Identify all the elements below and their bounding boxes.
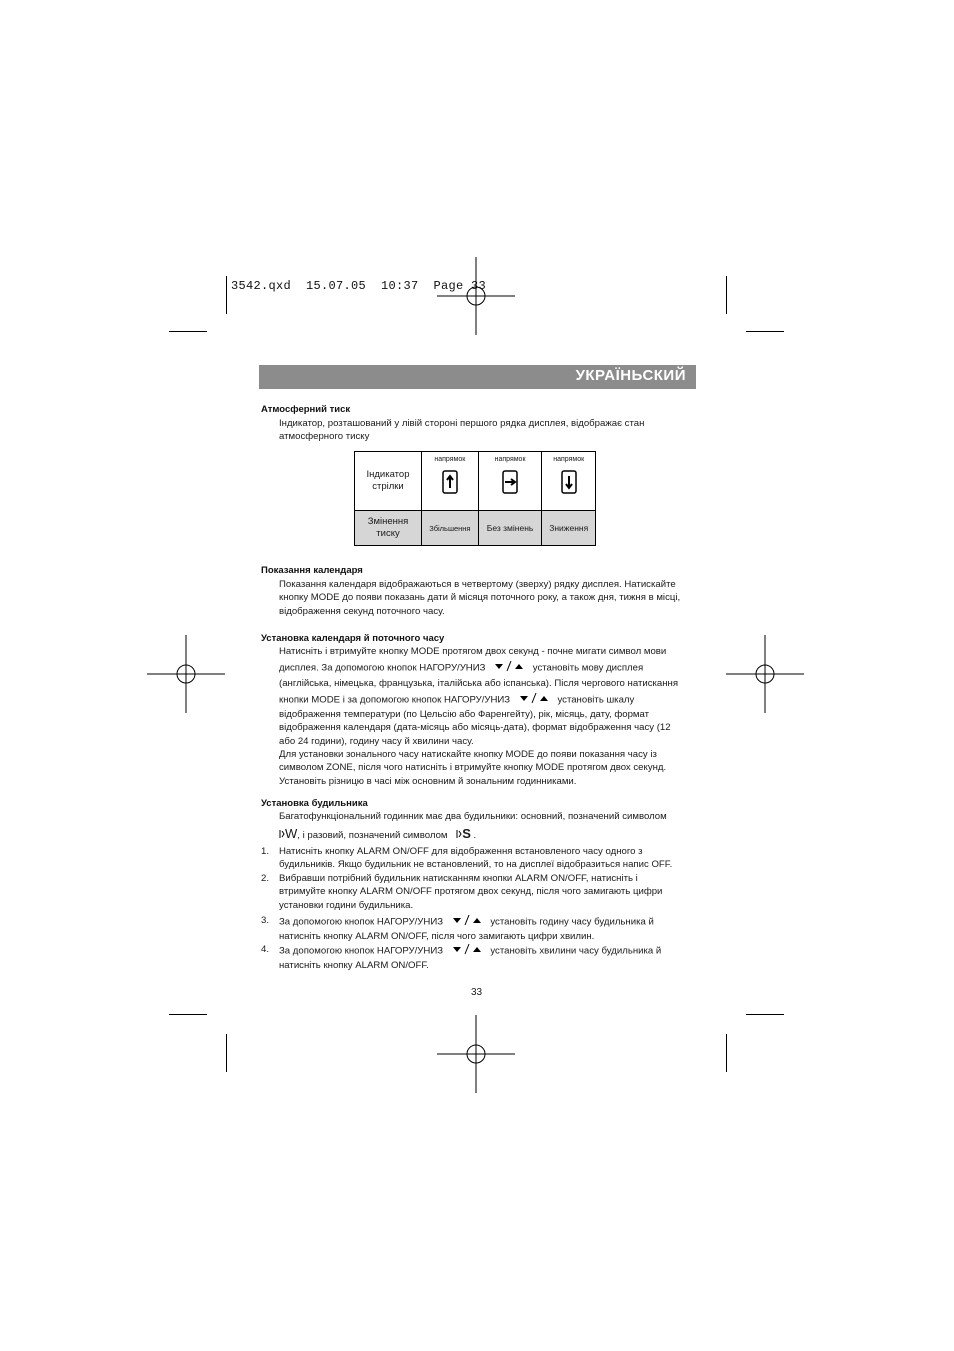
text-line [279,660,699,676]
text-fragment: дисплея. За допомогою кнопок НАГОРУ/УНИЗ [279,662,486,674]
section-title-pressure: Атмосферний тиск [261,404,351,415]
weekday-alarm-symbol: W [285,826,298,842]
crop-mark [726,1034,727,1072]
text-line: втримуйте кнопку ALARM ON/OFF протягом двох секунд, після чого замигають цифри [279,886,663,898]
arrow-up-icon [441,469,459,495]
crop-mark [746,1014,784,1015]
text-line [279,827,699,844]
pressure-description [279,417,699,444]
text-line: або 24 години), годину часу й хвилини часу. [279,735,474,747]
down-up-arrows-icon [452,943,482,959]
state-steady: Без змінень [478,511,542,546]
calendar-description [279,578,699,618]
text-fragment: За допомогою кнопок НАГОРУ/УНИЗ [279,916,444,928]
list-item [279,914,699,944]
row-label-indicator [355,452,422,511]
text-line: Індикатор, розташований у лівій стороні першого рядка дисплея, відображає стан [279,418,645,429]
list-item [279,943,699,973]
list-number: 3. [261,915,270,926]
crop-mark [226,1034,227,1072]
text-line [279,692,699,708]
text-line: натисніть кнопку ALARM ON/OFF, після чого замигають цифри хвилин. [279,931,595,943]
list-number: 1. [261,846,270,857]
down-up-arrows-icon [494,660,524,676]
state-increase: Збільшення [422,511,479,546]
direction-label: напрямок [434,456,466,463]
registration-mark-icon [147,635,225,713]
text-line: установки години будильника. [279,899,414,911]
down-up-arrows-icon [519,692,549,708]
direction-label: напрямок [494,456,526,463]
registration-mark-icon [437,257,515,335]
pressure-indicator-table [354,451,596,546]
text-line: будильників. Якщо будильник не встановлений, то на дисплеї відобразиться напис OFF. [279,859,673,871]
section-title-calendar: Показання календаря [261,565,363,576]
text-line: кнопку MODE до появи показань дати й місяця поточного року, а також дня, тижня в місці, [279,592,681,604]
arrow-down-icon [560,469,578,495]
direction-label: напрямок [553,456,585,463]
text-line [279,943,699,959]
cell-direction-steady [478,452,542,511]
text-fragment: . [473,830,477,842]
crop-mark [746,331,784,332]
print-header: 3542.qxd 15.07.05 10:37 Page 33 [231,279,487,293]
cell-direction-down [542,452,596,511]
text-fragment: установіть хвилини часу будильника й [490,945,662,957]
text-line: символом ZONE, після чого натисніть і втримуйте кнопку MODE протягом двох секунд. [279,762,667,774]
list-item [279,845,699,872]
text-line: Вибравши потрібний будильник натисканням кнопки ALARM ON/OFF, натисніть і [279,873,638,884]
list-number: 4. [261,944,270,955]
text-line: Показання календаря відображаються в четвертому (зверху) рядку дисплея. Натискайте [279,579,676,590]
text-line: натисніть кнопку ALARM ON/OFF. [279,960,429,972]
registration-mark-icon [726,635,804,713]
text-line: атмосферного тиску [279,431,370,443]
text-line: Для установки зонального часу натискайте кнопку MODE до появи показання часу із [279,749,657,761]
label-line: тиску [376,528,400,539]
text-fragment: установіть мову дисплея [532,662,644,674]
crop-mark [726,276,727,314]
section-title-alarm: Установка будильника [261,798,368,809]
state-decrease: Зниження [542,511,596,546]
label-line: стрілки [372,481,404,492]
text-line: відображення температури (по Цельсію або Фаренгейту), рік, місяць, дату, формат [279,709,650,721]
alarm-intro [279,810,699,844]
text-line [279,914,699,930]
text-line: Установіть різницю в часі між основним й зональним годинниками. [279,775,577,787]
arrow-right-icon [501,469,519,495]
text-line: (англійська, німецька, французька, італійська або іспанська). Після чергового натискання [279,677,679,689]
registration-mark-icon [437,1015,515,1093]
crop-mark [169,1014,207,1015]
row-label-change [355,511,422,546]
page-number: 33 [471,987,483,998]
list-item [279,872,699,912]
text-fragment: , і разовий, позначений символом [297,830,448,842]
label-line: Змінення [367,516,409,527]
text-line: Багатофункціональний годинник має два будильники: основний, позначений символом [279,811,667,822]
down-up-arrows-icon [452,914,482,930]
label-line: Індикатор [366,469,410,480]
single-alarm-symbol: S [462,826,471,842]
language-title: УКРАЇНЬСКИЙ [575,367,686,384]
text-line: Натисніть кнопку ALARM ON/OFF для відображення встановленого часу одного з [279,846,643,857]
text-line: Натисніть і втримуйте кнопку MODE протягом двох секунд - почне мигати символ мови [279,646,667,657]
cell-direction-up [422,452,479,511]
list-number: 2. [261,873,270,884]
text-fragment: установіть годину часу будильника й [490,916,654,928]
setting-description [279,645,699,788]
language-banner [259,365,696,389]
text-fragment: кнопки MODE і за допомогою кнопок НАГОРУ/УНИЗ [279,694,511,706]
text-fragment: установіть шкалу [557,694,635,706]
text-line: відображення секунд поточного часу. [279,605,445,617]
text-line: відображення календаря (дата-місяць або місяць-дата), формат відображення часу (12 [279,722,671,734]
section-title-setting: Установка календаря й поточного часу [261,633,445,644]
text-fragment: За допомогою кнопок НАГОРУ/УНИЗ [279,945,444,957]
crop-mark [226,276,227,314]
crop-mark [169,331,207,332]
